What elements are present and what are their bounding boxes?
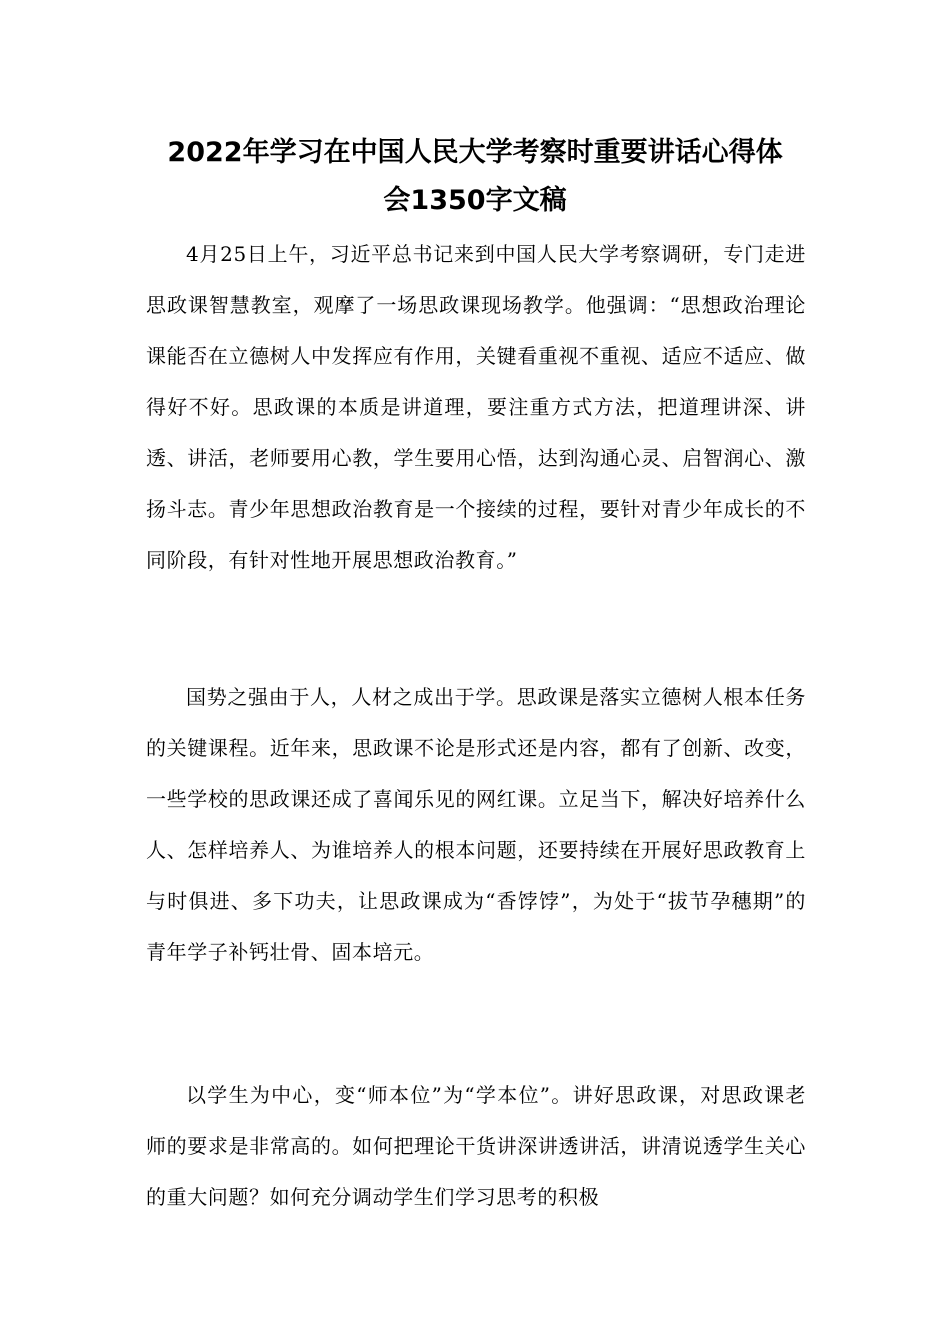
paragraph-2: 国势之强由于人，人材之成出于学。思政课是落实立德树人根本任务的关键课程。近年来，思政课不论是形式还是内容，都有了创新、改变，一些学校的思政课还成了喜闻乐见的网红课。立足当下，解决好培养什么人、怎样培养人、为谁培养人的根本问题，还要持续在开展好思政教育上与时俱进、多下功夫，让思政课成为“香饽饽”，为处于“拔节孕穗期”的青年学子补钙壮骨、固本培元。 <box>146 685 806 964</box>
paragraph-1: 4月25日上午，习近平总书记来到中国人民大学考察调研，专门走进思政课智慧教室，观摩了一场思政课现场教学。他强调：“思想政治理论课能否在立德树人中发挥应有作用，关键看重视不重视、适应不适应、做得好不好。思政课的本质是讲道理，要注重方式方法，把道理讲深、讲透、讲活，老师要用心教，学生要用心悟，达到沟通心灵、启智润心、激扬斗志。青少年思想政治教育是一个接续的过程，要针对青少年成长的不同阶段，有针对性地开展思想政治教育。” <box>146 242 806 572</box>
paragraph-3: 以学生为中心，变“师本位”为“学本位”。讲好思政课，对思政课老师的要求是非常高的。如何把理论干货讲深讲透讲活，讲清说透学生关心的重大问题？如何充分调动学生们学习思考的积极 <box>146 1083 806 1209</box>
document-title-line-1: 2022年学习在中国人民大学考察时重要讲话心得体 <box>167 137 783 168</box>
document-title-line-2: 会1350字文稿 <box>383 185 567 216</box>
